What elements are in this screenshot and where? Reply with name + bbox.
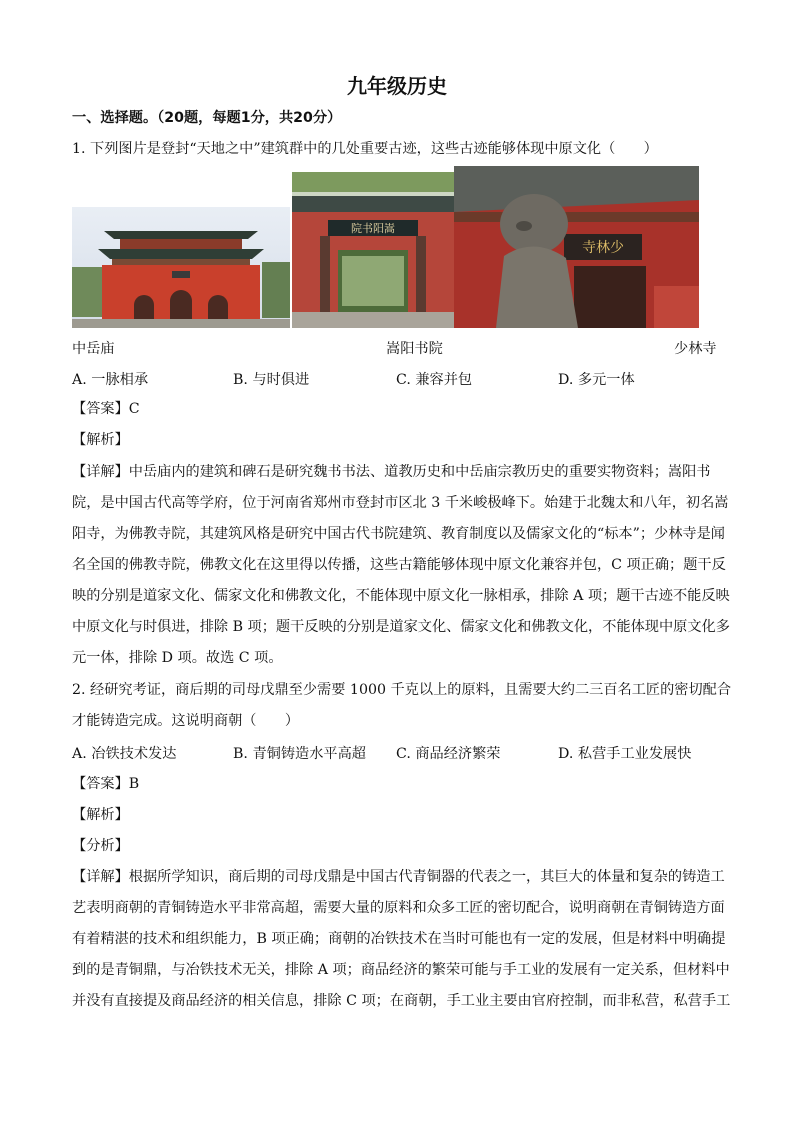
academy-sign: 院书阳嵩 <box>351 222 395 235</box>
stem-line: 才能铸造完成。这说明商朝（ ） <box>72 713 300 729</box>
question-2-stem <box>72 675 732 737</box>
caption-shaolin: 少林寺 <box>674 341 717 357</box>
q1-option-d: D. 多元一体 <box>558 372 635 388</box>
q2-option-c: C. 商品经济繁荣 <box>396 746 501 762</box>
detail-line: 映的分别是道家文化、儒家文化和佛教文化，不能体现中原文化一脉相承，排除 A 项；题干古迹不能反映 <box>72 588 730 604</box>
q2-option-d: D. 私营手工业发展快 <box>558 746 692 762</box>
detail-tag: 【详解】 <box>72 464 129 480</box>
shaolin-temple-photo <box>454 166 699 328</box>
q2-fenxi-tag: 【分析】 <box>72 838 129 854</box>
detail-line: 并没有直接提及商品经济的相关信息，排除 C 项；在商朝，手工业主要由官府控制，而非私营，私营手工 <box>72 993 731 1009</box>
q1-option-b: B. 与时俱进 <box>233 372 310 388</box>
caption-songyang: 嵩阳书院 <box>386 341 443 357</box>
answer-value: B <box>128 776 140 792</box>
q1-option-a: A. 一脉相承 <box>72 372 149 388</box>
q1-answer <box>72 399 722 419</box>
detail-line: 元一体，排除 D 项。故选 C 项。 <box>72 650 283 666</box>
question-1-stem: 1. 下列图片是登封“天地之中”建筑群中的几处重要古迹，这些古迹能够体现中原文化（ ） <box>72 141 658 157</box>
detail-line: 阳寺，为佛教寺院，其建筑风格是研究中国古代书院建筑、教育制度以及儒家文化的“标本”；少林寺是闻 <box>72 526 725 542</box>
q2-answer <box>72 774 722 794</box>
section-heading: 一、选择题。（20题，每题1分，共20分） <box>72 110 342 126</box>
detail-line: 有着精湛的技术和组织能力，B 项正确；商朝的冶铁技术在当时可能也有一定的发展，但是材料中明确提 <box>72 931 726 947</box>
detail-line: 艺表明商朝的青铜铸造水平非常高超，需要大量的原料和众多工匠的密切配合，说明商朝在青铜铸造方面 <box>72 900 725 916</box>
answer-tag: 【答案】 <box>72 776 129 792</box>
detail-tag: 【详解】 <box>72 869 129 885</box>
detail-line: 根据所学知识，商后期的司母戊鼎是中国古代青铜器的代表之一，其巨大的体量和复杂的铸造工 <box>128 869 725 885</box>
detail-line: 到的是青铜鼎，与冶铁技术无关，排除 A 项；商品经济的繁荣可能与手工业的发展有一定关系，但材料中 <box>72 962 730 978</box>
stem-line: 2. 经研究考证，商后期的司母戊鼎至少需要 1000 千克以上的原料，且需要大约二三百名工匠的密切配合 <box>72 682 732 698</box>
detail-line: 中岳庙内的建筑和碑石是研究魏书书法、道教历史和中岳庙宗教历史的重要实物资料；嵩阳书 <box>128 464 711 480</box>
answer-tag: 【答案】 <box>72 401 129 417</box>
detail-line: 院，是中国古代高等学府，位于河南省郑州市登封市区北 3 千米峻极峰下。始建于北魏太和八年，初名嵩 <box>72 495 729 511</box>
songyang-academy-photo <box>292 172 454 328</box>
page-title: 九年级历史 <box>347 74 447 98</box>
answer-value: C <box>128 401 140 417</box>
q1-analysis-tag: 【解析】 <box>72 432 129 448</box>
caption-zhongyue: 中岳庙 <box>72 341 115 357</box>
detail-line: 名全国的佛教寺院，佛教文化在这里得以传播，这些古籍能够体现中原文化兼容并包，C 项正确；题干反 <box>72 557 726 573</box>
q2-option-a: A. 冶铁技术发达 <box>72 746 177 762</box>
q2-analysis-tag: 【解析】 <box>72 807 129 823</box>
shaolin-sign: 寺林少 <box>582 240 624 256</box>
q1-option-c: C. 兼容并包 <box>396 372 473 388</box>
q2-detail <box>72 862 731 1017</box>
zhongyue-temple-photo <box>72 207 290 328</box>
detail-line: 中原文化与时俱进，排除 B 项；题干反映的分别是道家文化、儒家文化和佛教文化，不能体现中原文化多 <box>72 619 730 635</box>
q2-option-b: B. 青铜铸造水平高超 <box>233 746 366 762</box>
q1-detail <box>72 457 730 674</box>
